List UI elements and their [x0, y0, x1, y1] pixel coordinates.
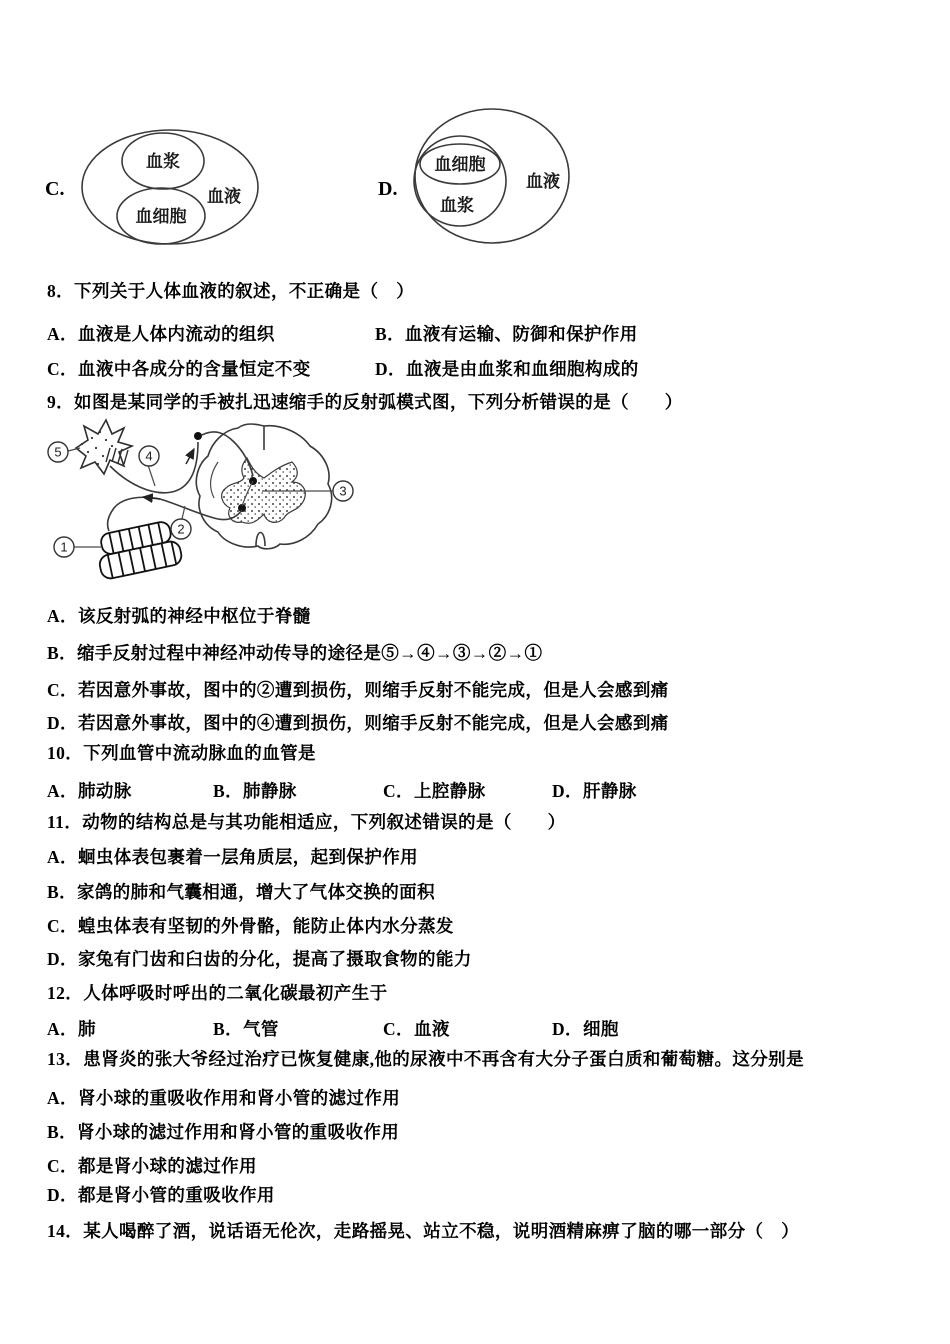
question-11-option-c: C．蝗虫体表有坚韧的外骨骼，能防止体内水分蒸发: [47, 916, 454, 936]
question-9-option-d: D．若因意外事故，图中的④遭到损伤，则缩手反射不能完成，但是人会感到痛: [47, 713, 669, 733]
question-13-option-d: D．都是肾小管的重吸收作用: [47, 1185, 275, 1205]
question-13-option-c: C．都是肾小球的滤过作用: [47, 1156, 257, 1176]
label-5: [48, 442, 80, 462]
question-13-stem: 13．患肾炎的张大爷经过治疗已恢复健康,他的尿液中不再含有大分子蛋白质和葡萄糖。这分别是: [47, 1049, 804, 1069]
synapse-knob: [194, 432, 202, 440]
venn-d-plasma-text: 血浆: [440, 196, 474, 215]
question-11-stem: 11．动物的结构总是与其功能相适应，下列叙述错误的是（ ）: [47, 812, 566, 832]
reflex-arc-figure: [40, 418, 380, 586]
svg-text:2: 2: [177, 521, 185, 537]
question-8-option-d: D．血液是由血浆和血细胞构成的: [375, 359, 639, 379]
label-2: [171, 506, 191, 539]
question-14-stem: 14．某人喝醉了酒，说话语无伦次，走路摇晃、站立不稳，说明酒精麻痹了脑的哪一部分（ ）: [47, 1221, 800, 1241]
svg-text:4: 4: [145, 448, 153, 464]
receptor-shape: [76, 420, 132, 474]
question-8-option-a: A．血液是人体内流动的组织: [47, 324, 275, 344]
efferent-arrow: [143, 497, 160, 499]
white-matter-arc: [211, 462, 218, 498]
question-11-option-b: B．家鸽的肺和气囊相通，增大了气体交换的面积: [47, 882, 435, 902]
label-1: [54, 537, 102, 557]
svg-text:3: 3: [339, 483, 347, 499]
blood-venn-figure: [40, 100, 610, 250]
effector-muscle: [94, 519, 184, 580]
label-4: [139, 446, 159, 486]
venn-c-cells-text: 血细胞: [135, 207, 187, 226]
question-10-option-c: C．上腔静脉: [383, 781, 486, 801]
question-10-stem: 10．下列血管中流动脉血的血管是: [47, 743, 316, 763]
question-13-option-b: B．肾小球的滤过作用和肾小管的重吸收作用: [47, 1122, 400, 1142]
question-12-stem: 12．人体呼吸时呼出的二氧化碳最初产生于: [47, 983, 388, 1003]
question-12-option-d: D．细胞: [552, 1019, 619, 1039]
venn-d-cells-text: 血细胞: [434, 155, 486, 174]
question-9-option-c: C．若因意外事故，图中的②遭到损伤，则缩手反射不能完成，但是人会感到痛: [47, 680, 669, 700]
question-8-stem: 8．下列关于人体血液的叙述，不正确是（ ）: [47, 281, 415, 301]
afferent-arrow: [186, 449, 194, 464]
question-11-option-d: D．家兔有门齿和臼齿的分化，提高了摄取食物的能力: [47, 949, 472, 969]
question-9-option-b: B．缩手反射过程中神经冲动传导的途径是⑤→④→③→②→①: [47, 643, 543, 663]
venn-c-blood-text: 血液: [207, 187, 241, 206]
question-9-option-a: A．该反射弧的神经中枢位于脊髓: [47, 606, 311, 626]
question-10-option-d: D．肝静脉: [552, 781, 637, 801]
question-12-option-c: C．血液: [383, 1019, 450, 1039]
figure-option-c-label: C.: [45, 178, 65, 200]
figure-option-d-label: D.: [378, 178, 398, 200]
question-8-option-b: B．血液有运输、防御和保护作用: [375, 324, 638, 344]
venn-d-blood-text: 血液: [526, 172, 560, 191]
ventral-fissure: [256, 533, 265, 547]
question-11-option-a: A．蛔虫体表包裹着一层角质层，起到保护作用: [47, 847, 419, 867]
question-8-option-c: C．血液中各成分的含量恒定不变: [47, 359, 311, 379]
question-10-option-b: B．肺静脉: [213, 781, 297, 801]
question-12-option-b: B．气管: [213, 1019, 279, 1039]
question-12-option-a: A．肺: [47, 1019, 96, 1039]
question-13-option-a: A．肾小球的重吸收作用和肾小管的滤过作用: [47, 1088, 401, 1108]
svg-text:1: 1: [60, 539, 68, 555]
question-10-option-a: A．肺动脉: [47, 781, 132, 801]
question-9-stem: 9．如图是某同学的手被扎迅速缩手的反射弧模式图，下列分析错误的是（ ）: [47, 392, 683, 412]
svg-text:5: 5: [54, 444, 62, 460]
venn-c-plasma-text: 血浆: [146, 152, 180, 171]
